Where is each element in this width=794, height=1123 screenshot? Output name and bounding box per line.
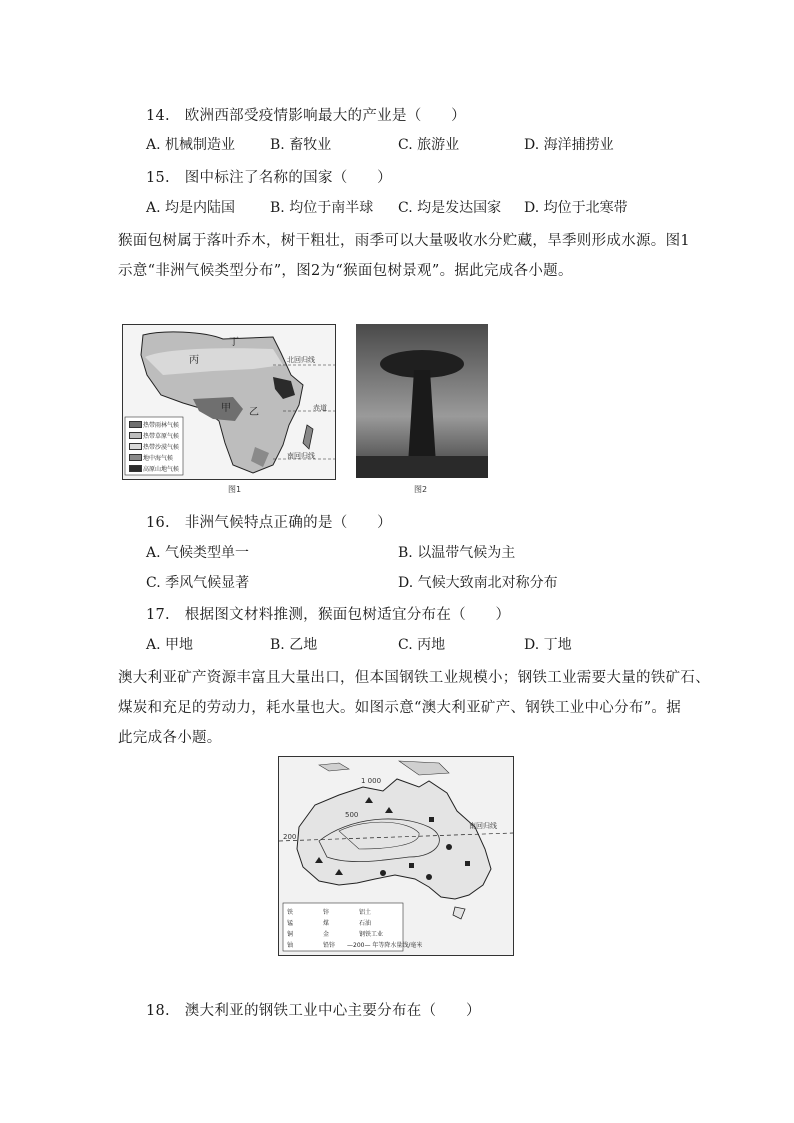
q14-option-c: C. 旅游业 (398, 137, 460, 153)
question-18-stem: 18. 澳大利亚的钢铁工业中心主要分布在（ ） (146, 1003, 481, 1019)
legend-swatch-highland (129, 465, 142, 472)
legend-swatch-savanna (129, 432, 142, 439)
q14-option-b: B. 畜牧业 (270, 137, 332, 153)
q17-option-a: A. 甲地 (146, 637, 194, 653)
q16-option-d: D. 气候大致南北对称分布 (398, 575, 558, 591)
question-16-stem: 16. 非洲气候特点正确的是（ ） (146, 515, 392, 531)
q17-option-d: D. 丁地 (524, 637, 572, 653)
legend-manganese: 锰 (287, 920, 294, 927)
legend-swatch-rainforest (129, 421, 142, 428)
tropic-capricorn-label: 南回归线 (469, 822, 497, 830)
legend-uranium: 铀 (287, 942, 294, 949)
legend-iron: 铁 (287, 909, 294, 916)
legend-savanna: 热带草原气候 (143, 433, 180, 440)
q14-option-d: D. 海洋捕捞业 (524, 137, 614, 153)
q14-option-a: A. 机械制造业 (146, 137, 236, 153)
legend-rainforest: 热带雨林气候 (143, 422, 180, 429)
q16-option-c: C. 季风气候显著 (146, 575, 250, 591)
q15-option-c: C. 均是发达国家 (398, 200, 502, 216)
africa-passage-line-1: 猴面包树属于落叶乔木，树干粗壮，雨季可以大量吸收水分贮藏，旱季则形成水源。图1 (118, 233, 690, 249)
label-ding: 丁 (229, 337, 239, 348)
isohyet-200-label: 200 (283, 833, 297, 841)
legend-oil: 石油 (359, 920, 372, 927)
label-jia: 甲 (221, 403, 231, 414)
q15-option-b: B. 均位于南半球 (270, 200, 374, 216)
legend-bauxite: 铝土 (359, 909, 372, 916)
legend-zinc: 锌 (323, 909, 330, 916)
figure-1-caption: 图1 (228, 485, 242, 494)
isohyet-500-label: 500 (345, 811, 359, 819)
question-15-stem: 15. 图中标注了名称的国家（ ） (146, 170, 392, 186)
q16-option-a: A. 气候类型单一 (146, 545, 250, 561)
legend-highland: 高原山地气候 (143, 466, 180, 473)
legend-gold: 金 (323, 931, 330, 938)
australia-passage-line-1: 澳大利亚矿产资源丰富且大量出口，但本国钢铁工业规模小；钢铁工业需要大量的铁矿石、 (118, 670, 710, 686)
label-yi: 乙 (249, 407, 259, 418)
label-equator: 赤道 (313, 404, 327, 412)
question-17-stem: 17. 根据图文材料推测，猴面包树适宜分布在（ ） (146, 607, 511, 623)
q16-option-b: B. 以温带气候为主 (398, 545, 516, 561)
baobab-tree-drawing (356, 324, 488, 478)
australia-passage-line-2: 煤炭和充足的劳动力，耗水量也大。如图示意“澳大利亚矿产、钢铁工业中心分布”。据 (118, 700, 682, 716)
label-tropic-south: 南回归线 (287, 452, 315, 460)
legend-copper: 铜 (287, 931, 294, 938)
question-14-stem: 14. 欧洲西部受疫情影响最大的产业是（ ） (146, 108, 466, 124)
q15-option-d: D. 均位于北寒带 (524, 200, 628, 216)
legend-lead-zinc: 铅锌 (323, 942, 336, 949)
australia-passage-line-3: 此完成各小题。 (118, 730, 222, 746)
q17-option-b: B. 乙地 (270, 637, 318, 653)
isohyet-1000-label: 1 000 (361, 777, 382, 785)
legend-steel-industry: 钢铁工业 (359, 931, 384, 938)
legend-desert: 热带沙漠气候 (143, 444, 180, 451)
q15-option-a: A. 均是内陆国 (146, 200, 236, 216)
legend-isohyet: —200— 年等降水量线/毫米 (347, 942, 423, 949)
legend-swatch-desert (129, 443, 142, 450)
australia-map-drawing (279, 757, 513, 955)
q17-option-c: C. 丙地 (398, 637, 446, 653)
legend-coal: 煤 (323, 920, 330, 927)
label-tropic-north: 北回归线 (287, 356, 315, 364)
africa-passage-line-2: 示意“非洲气候类型分布”，图2为“猴面包树景观”。据此完成各小题。 (118, 263, 573, 279)
africa-climate-map (122, 324, 336, 480)
australia-resource-map (278, 756, 514, 956)
legend-swatch-mediterranean (129, 454, 142, 461)
baobab-tree-photo (356, 324, 488, 478)
legend-mediterranean: 地中海气候 (143, 455, 174, 462)
figure-2-caption: 图2 (414, 485, 428, 494)
label-bing: 丙 (189, 355, 199, 366)
